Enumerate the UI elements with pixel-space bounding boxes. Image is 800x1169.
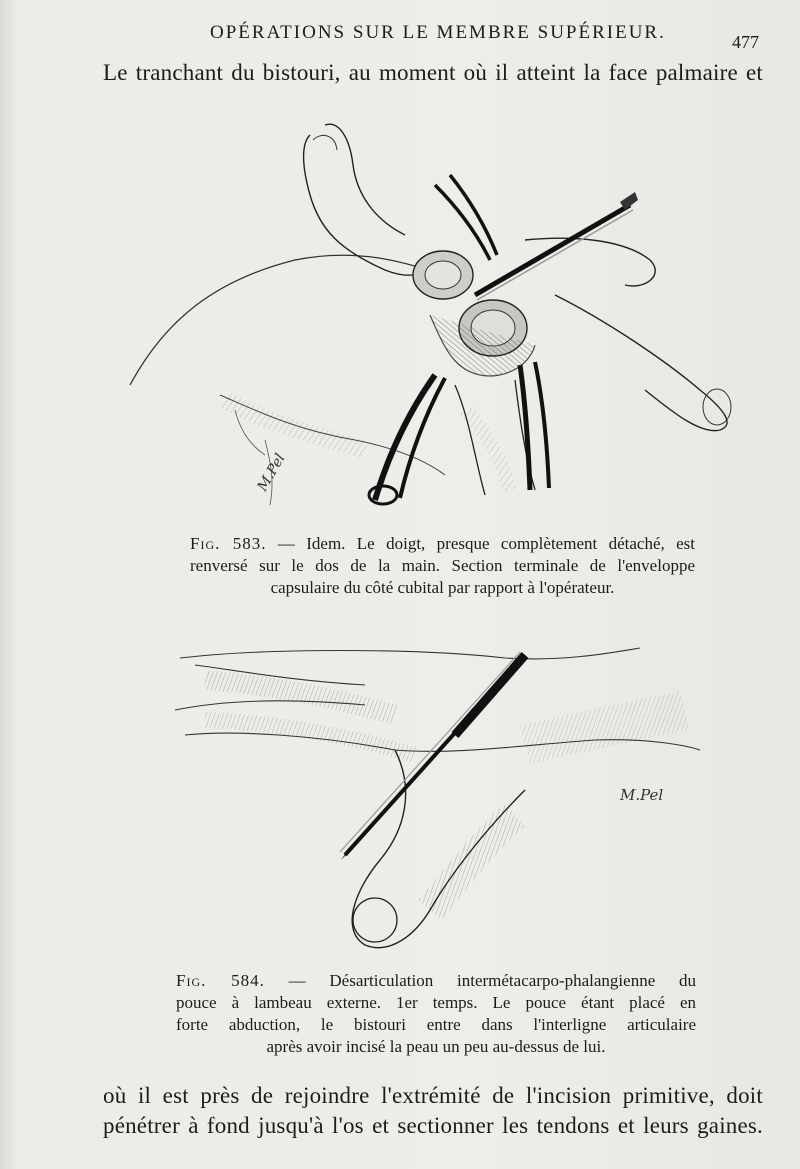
caption-584-line-2: pouce à lambeau externe. 1er temps. Le pouce étant placé en	[176, 993, 696, 1012]
body-text-bottom-2: pénétrer à fond jusqu'à l'os et sectionner les tendons et leurs gaines.	[103, 1113, 763, 1138]
page-number: 477	[732, 32, 759, 52]
caption-583-line-2: renversé sur le dos de la main. Section terminale de l'enveloppe	[190, 556, 695, 575]
body-text-bottom-1: où il est près de rejoindre l'extrémité de l'incision primitive, doit	[103, 1083, 763, 1108]
caption-584-line-3: forte abduction, le bistouri entre dans l'interligne articulaire	[176, 1015, 696, 1034]
extended-finger	[525, 238, 655, 286]
caption-584-line-1: — Désarticulation intermétacarpo-phalangienne du	[288, 971, 696, 990]
figure-584-illustration	[165, 640, 710, 960]
figure-584-caption	[176, 970, 696, 1058]
retractor-instrument	[475, 205, 630, 295]
hand-outline	[180, 648, 640, 659]
running-title: OPÉRATIONS SUR LE MEMBRE SUPÉRIEUR.	[210, 22, 666, 43]
figure-583-caption	[190, 533, 695, 599]
running-head	[0, 22, 800, 52]
caption-583-line-3: capsulaire du côté cubital par rapport à l'opérateur.	[270, 578, 615, 597]
body-text-top: Le tranchant du bistouri, au moment où il atteint la face palmaire et	[103, 60, 763, 85]
figure-584-signature: M.Pel	[620, 786, 664, 804]
figure-584-label: Fig. 584.	[176, 971, 265, 990]
figure-583-label: Fig. 583.	[190, 534, 267, 553]
caption-584-line-4: après avoir incisé la peau un peu au-dessus de lui.	[266, 1037, 606, 1056]
figure-583-illustration	[125, 110, 745, 520]
figure-583-signature: M.Pel	[254, 451, 289, 494]
caption-583-line-1: — Idem. Le doigt, presque complètement détaché, est	[277, 534, 695, 553]
